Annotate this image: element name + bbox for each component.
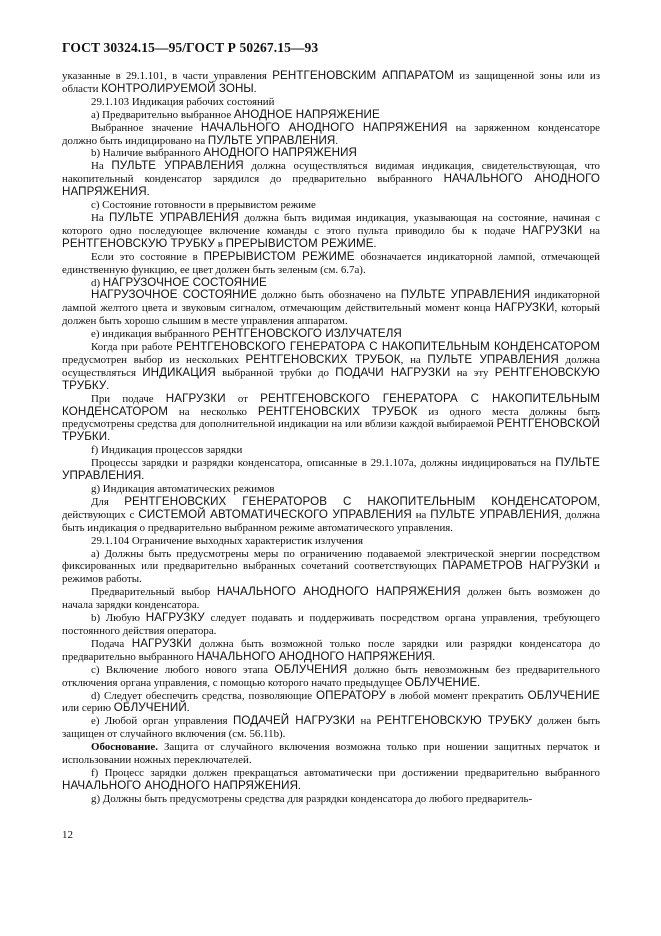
text-run: Если это состояние в (91, 250, 204, 263)
text-run: Предварительный выбор (91, 586, 217, 599)
defined-term: ПУЛЬТЕ УПРАВЛЕНИЯ (207, 133, 336, 147)
defined-term: АНОДНОЕ НАПРЯЖЕНИЕ (233, 107, 380, 121)
text-run: Подача (91, 637, 132, 650)
text-run: , который должен быть хорошо слышим в месте управления аппаратом. (62, 302, 601, 328)
defined-term: ПУЛЬТЕ УПРАВЛЕНИЯ (430, 507, 559, 521)
paragraph (62, 160, 600, 199)
defined-term: РЕНТГЕНОВСКУЮ ТРУБКУ (62, 365, 600, 392)
text-run: a) Предварительно выбранное (91, 108, 234, 121)
defined-term: ПАРАМЕТРОВ НАГРУЗКИ (442, 559, 589, 573)
text-run: и режимов работы. (62, 560, 600, 586)
paragraph (62, 535, 600, 548)
paragraph (62, 122, 600, 148)
defined-term: ОБЛУЧЕНИЙ (113, 701, 187, 715)
defined-term: НАЧАЛЬНОГО АНОДНОГО НАПРЯЖЕНИЯ (196, 649, 433, 663)
text-run: e) индикация выбранного (91, 328, 213, 341)
text-run: индикаторной лампой желтого цвета и звуковым сигналом, отмечающим действительный момент конца (62, 289, 600, 315)
defined-term: НАГРУЗОЧНОЕ СОСТОЯНИЕ (102, 275, 267, 289)
text-run: На (91, 160, 112, 173)
defined-term: ОПЕРАТОРУ (316, 688, 387, 702)
defined-term: РЕНТГЕНОВСКИХ ТРУБОК (257, 404, 418, 418)
page-number: 12 (62, 829, 73, 841)
defined-term: НАЧАЛЬНОГО АНОДНОГО НАПРЯЖЕНИЯ (200, 120, 448, 134)
text-run: Защита от случайного включения возможна только при ношении защитных перчаток и использовании ножных переключателей. (62, 741, 600, 767)
text-run: на (582, 224, 600, 237)
text-run: в любой момент прекратить (386, 689, 528, 702)
bold-label: Обоснование. (91, 741, 158, 754)
text-run: d) (91, 276, 103, 289)
text-run: При подаче (91, 392, 166, 405)
defined-term: РЕНТГЕНОВСКИХ ТРУБОК (245, 352, 401, 366)
text-run: . (146, 186, 150, 199)
paragraph (62, 793, 600, 806)
paragraph (62, 767, 600, 793)
paragraph (62, 212, 600, 251)
text-run: g) Индикация автоматических режимов (91, 483, 275, 495)
defined-term: НАЧАЛЬНОГО АНОДНОГО НАПРЯЖЕНИЯ (62, 172, 601, 199)
defined-term: РЕНТГЕНОВСКИМ АППАРАТОМ (272, 69, 455, 82)
text-run: должен быть защищен от случайного включения (см. 56.11b). (62, 715, 600, 741)
paragraph (62, 393, 600, 445)
defined-term: ПУЛЬТЕ УПРАВЛЕНИЯ (400, 288, 531, 302)
defined-term: НАГРУЗКИ (494, 301, 555, 315)
defined-term: ПУЛЬТЕ УПРАВЛЕНИЯ (108, 210, 239, 224)
defined-term: НАГРУЗКИ (131, 636, 192, 650)
paragraph (62, 741, 600, 767)
defined-term: ПРЕРЫВИСТОМ РЕЖИМЕ (203, 249, 355, 263)
text-run: указанные в 29.1.101, в части управления (62, 70, 273, 82)
text-run: . (186, 702, 190, 715)
text-run: , должна быть индикация о предварительно выбранном режиме автоматического управления. (62, 508, 601, 534)
text-run: b) Наличие выбранного (91, 147, 204, 160)
text-run: . (335, 134, 339, 147)
defined-term: НАГРУЗОЧНОЕ СОСТОЯНИЕ (91, 288, 257, 302)
text-run: . (106, 379, 110, 392)
paragraph (62, 638, 600, 664)
text-run: На (91, 211, 109, 224)
text-run: должна быть возможной только после зарядки или разрядки конденсатора до предварительно выбранного (62, 637, 601, 663)
text-run: , на (400, 353, 428, 366)
text-run: . (373, 237, 377, 250)
text-run: предусмотрен выбор из нескольких (62, 353, 246, 366)
text-run: обозначается индикаторной лампой, отмечающей единственную функцию, ее цвет должен быть зеленым (см. 6.7а). (62, 250, 600, 276)
text-run: на несколько (167, 405, 258, 418)
defined-term: НАЧАЛЬНОГО АНОДНОГО НАПРЯЖЕНИЯ (216, 585, 461, 599)
text-run: a) Должны быть предусмотрены меры по ограничению подаваемой электрической энергии посредством фиксированных или предварительно выбранных сочетаний соответствующих (62, 547, 600, 573)
defined-term: ОБЛУЧЕНИЕ (527, 688, 600, 702)
text-run: f) Индикация процессов зарядки (91, 444, 243, 457)
text-run: должна осуществляться видимая индикация, свидетельствующая, что накопительный конденсатор зарядился до предварительно выбранного (62, 160, 601, 186)
paragraph (62, 690, 600, 716)
defined-term: НАГРУЗКИ (165, 391, 226, 405)
paragraph (62, 664, 600, 690)
text-run: c) Состояние готовности в прерывистом режиме (91, 199, 316, 212)
defined-term: АНОДНОГО НАПРЯЖЕНИЯ (203, 146, 358, 160)
text-run: . (432, 650, 436, 663)
defined-term: НАГРУЗКУ (145, 611, 205, 625)
paragraph (62, 251, 600, 277)
defined-term: ПОДАЧЕЙ НАГРУЗКИ (232, 714, 356, 728)
text-run: на эту (450, 366, 495, 379)
paragraph (62, 548, 600, 587)
text-run: b) Любую (91, 612, 146, 625)
defined-term: РЕНТГЕНОВСКУЮ ТРУБКУ (376, 714, 533, 728)
text-run: должно быть невозможным без предварительного отключения органа управления, с помощью которого начато предыдущее (62, 663, 600, 689)
text-run: в (215, 237, 226, 250)
text-run: или серию (62, 702, 114, 715)
text-run: Процессы зарядки и разрядки конденсатора, описанные в 29.1.107а, должны индицироваться на (91, 457, 556, 470)
text-run: 29.1.103 Индикация рабочих состояний (91, 95, 275, 108)
text-run: из защищенной зоны или из области (62, 70, 600, 95)
text-run: Для (91, 495, 125, 508)
defined-term: ИНДИКАЦИЯ (142, 365, 216, 379)
text-run: , действующих с (62, 495, 600, 521)
document-header: ГОСТ 30324.15—95/ГОСТ Р 50267.15—93 (62, 40, 319, 55)
text-run: 29.1.104 Ограничение выходных характеристик излучения (91, 534, 363, 547)
text-run: Выбранное значение (91, 121, 201, 134)
paragraph (62, 444, 600, 457)
defined-term: ПРЕРЫВИСТОМ РЕЖИМЕ (225, 236, 374, 250)
text-run: f) Процесс зарядки должен прекращаться автоматически при достижении предварительно выбранного (91, 766, 600, 779)
text-run: c) Включение любого нового этапа (91, 663, 275, 676)
text-run: . (107, 431, 110, 444)
paragraph (62, 70, 600, 96)
defined-term: КОНТРОЛИРУЕМОЙ ЗОНЫ (101, 81, 254, 95)
text-run: . (477, 676, 481, 689)
paragraph (62, 457, 600, 483)
defined-term: ПУЛЬТЕ УПРАВЛЕНИЯ (427, 352, 559, 366)
paragraph (62, 289, 600, 328)
text-run: из одного места должны быть предусмотрены средства для дополнительной индикации на или вблизи каждой выбираемой (62, 405, 600, 431)
defined-term: РЕНТГЕНОВСКОГО ГЕНЕРАТОРА С НАКОПИТЕЛЬНЫМ КОНДЕНСАТОРОМ (62, 391, 601, 418)
defined-term: РЕНТГЕНОВСКОЙ ТРУБКИ (62, 417, 600, 444)
text-run: должна осуществляться (62, 353, 601, 379)
defined-term: РЕНТГЕНОВСКОГО ИЗЛУЧАТЕЛЯ (212, 327, 402, 341)
paragraph (62, 586, 600, 612)
text-run: должна быть видимая индикация, указывающая на состояние, начиная с которого одно последующее включение команды с этого пульта приводило бы к подаче (62, 211, 601, 237)
text-run: на заряженном конденсаторе должно быть индицировано на (62, 121, 600, 147)
defined-term: НАЧАЛЬНОГО АНОДНОГО НАПРЯЖЕНИЯ (62, 778, 299, 792)
defined-term: ПУЛЬТЕ УПРАВЛЕНИЯ (111, 159, 244, 173)
paragraph (62, 341, 600, 393)
paragraph (62, 496, 600, 535)
paragraph (62, 715, 600, 741)
text-run: g) Должны быть предусмотрены средства для разрядки конденсатора до любого предваритель- (91, 792, 533, 805)
defined-term: РЕНТГЕНОВСКОГО ГЕНЕРАТОРА С НАКОПИТЕЛЬНЫМ КОНДЕНСАТОРОМ (175, 340, 600, 354)
defined-term: ПУЛЬТЕ УПРАВЛЕНИЯ (62, 456, 600, 483)
text-run: должно быть обозначено на (256, 289, 401, 302)
text-run: на (355, 715, 377, 728)
defined-term: СИСТЕМОЙ АВТОМАТИЧЕСКОГО УПРАВЛЕНИЯ (138, 507, 412, 521)
defined-term: РЕНТГЕНОВСКУЮ ТРУБКУ (62, 236, 216, 250)
text-run: следует подавать и поддерживать посредством органа управления, требующего постоянного действия оператора. (62, 612, 600, 637)
defined-term: ОБЛУЧЕНИЕ (404, 675, 478, 689)
text-run: выбранной трубки до (215, 366, 336, 379)
text-run: Когда при работе (91, 341, 176, 354)
text-run: от (225, 392, 261, 405)
paragraph (62, 612, 600, 638)
defined-term: НАГРУЗКИ (522, 223, 583, 237)
document-body (62, 70, 600, 806)
text-run: на (411, 508, 431, 521)
text-run: . (253, 82, 257, 95)
text-run: . (298, 779, 301, 792)
defined-term: ОБЛУЧЕНИЯ (274, 662, 348, 676)
defined-term: РЕНТГЕНОВСКИХ ГЕНЕРАТОРОВ С НАКОПИТЕЛЬНЫМ КОНДЕНСАТОРОМ (124, 494, 598, 508)
text-run: должен быть возможен до начала зарядки конденсатора. (62, 586, 600, 612)
defined-term: ПОДАЧИ НАГРУЗКИ (335, 365, 451, 379)
text-run: e) Любой орган управления (91, 715, 233, 728)
text-run: . (141, 470, 145, 483)
text-run: d) Следует обеспечить средства, позволяющие (91, 689, 317, 702)
